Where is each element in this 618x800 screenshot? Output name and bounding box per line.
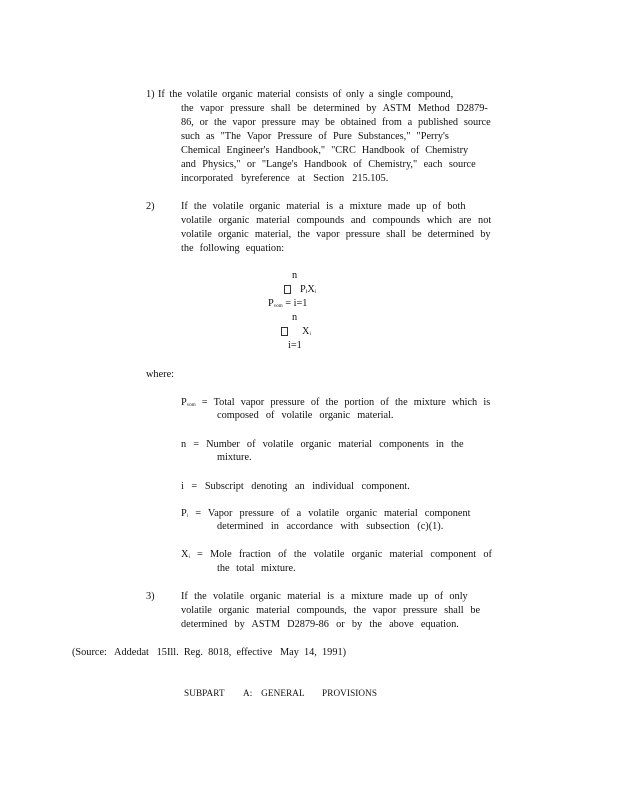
definition-xi: Xi = Mole fraction of the volatile organic material component of [181,549,492,560]
item-1-line: If the volatile organic material consists of only a single compound, [158,89,454,100]
item-1-line: incorporated byreference at Section 215.105. [181,173,389,184]
item-1-line: 86, or the vapor pressure may be obtained from a published source [181,117,491,128]
definition-i: i = Subscript denoting an individual component. [181,481,410,492]
subpart-label: SUBPART [184,688,225,698]
item-3-number: 3) [146,591,155,602]
definition-pvom-cont: composed of volatile organic material. [217,410,394,421]
equation-numerator: PiXi [300,284,317,295]
item-3-line: volatile organic material compounds, the vapor pressure shall be [181,605,481,616]
equation-n-bottom: n [292,312,298,323]
subpart-letter: A: GENERAL [243,688,305,698]
item-2-line: If the volatile organic material is a mixture made up of both [181,201,466,212]
item-2-line: volatile organic material, the vapor pressure shall be determined by [181,229,491,240]
definition-pvom: Pvom = Total vapor pressure of the portion of the mixture which is [181,397,491,408]
item-1-line: and Physics," or "Lange's Handbook of Chemistry," each source [181,159,476,170]
equation-i1-bottom: i=1 [288,340,302,351]
item-1-line: the vapor pressure shall be determined by ASTM Method D2879- [181,103,488,114]
equation-lhs: Pvom = i=1 [268,298,308,309]
item-3-line: determined by ASTM D2879-86 or by the above equation. [181,619,459,630]
equation-denominator: Xi [302,326,311,337]
definition-xi-cont: the total mixture. [217,563,296,574]
item-2-line: volatile organic material compounds and compounds which are not [181,215,492,226]
item-1-number: 1) [146,89,155,100]
equation-n-top: n [292,270,298,281]
summation-symbol-icon [281,326,288,339]
definition-n-cont: mixture. [217,452,252,463]
where-label: where: [146,369,175,380]
item-2-line: the following equation: [181,243,285,254]
definition-pi: Pi = Vapor pressure of a volatile organic material component [181,508,471,519]
source-note: (Source: Addedat 15Ill. Reg. 8018, effective May 14, 1991) [72,647,347,658]
item-2-number: 2) [146,201,155,212]
definition-pi-cont: determined in accordance with subsection (c)(1). [217,521,444,532]
subpart-title: PROVISIONS [322,688,378,698]
summation-symbol-icon [284,284,291,297]
item-3-line: If the volatile organic material is a mixture made up of only [181,591,468,602]
definition-n: n = Number of volatile organic material components in the [181,439,464,450]
item-1-line: Chemical Engineer's Handbook," "CRC Handbook of Chemistry [181,145,469,156]
item-1-line: such as "The Vapor Pressure of Pure Substances," "Perry's [181,131,449,142]
